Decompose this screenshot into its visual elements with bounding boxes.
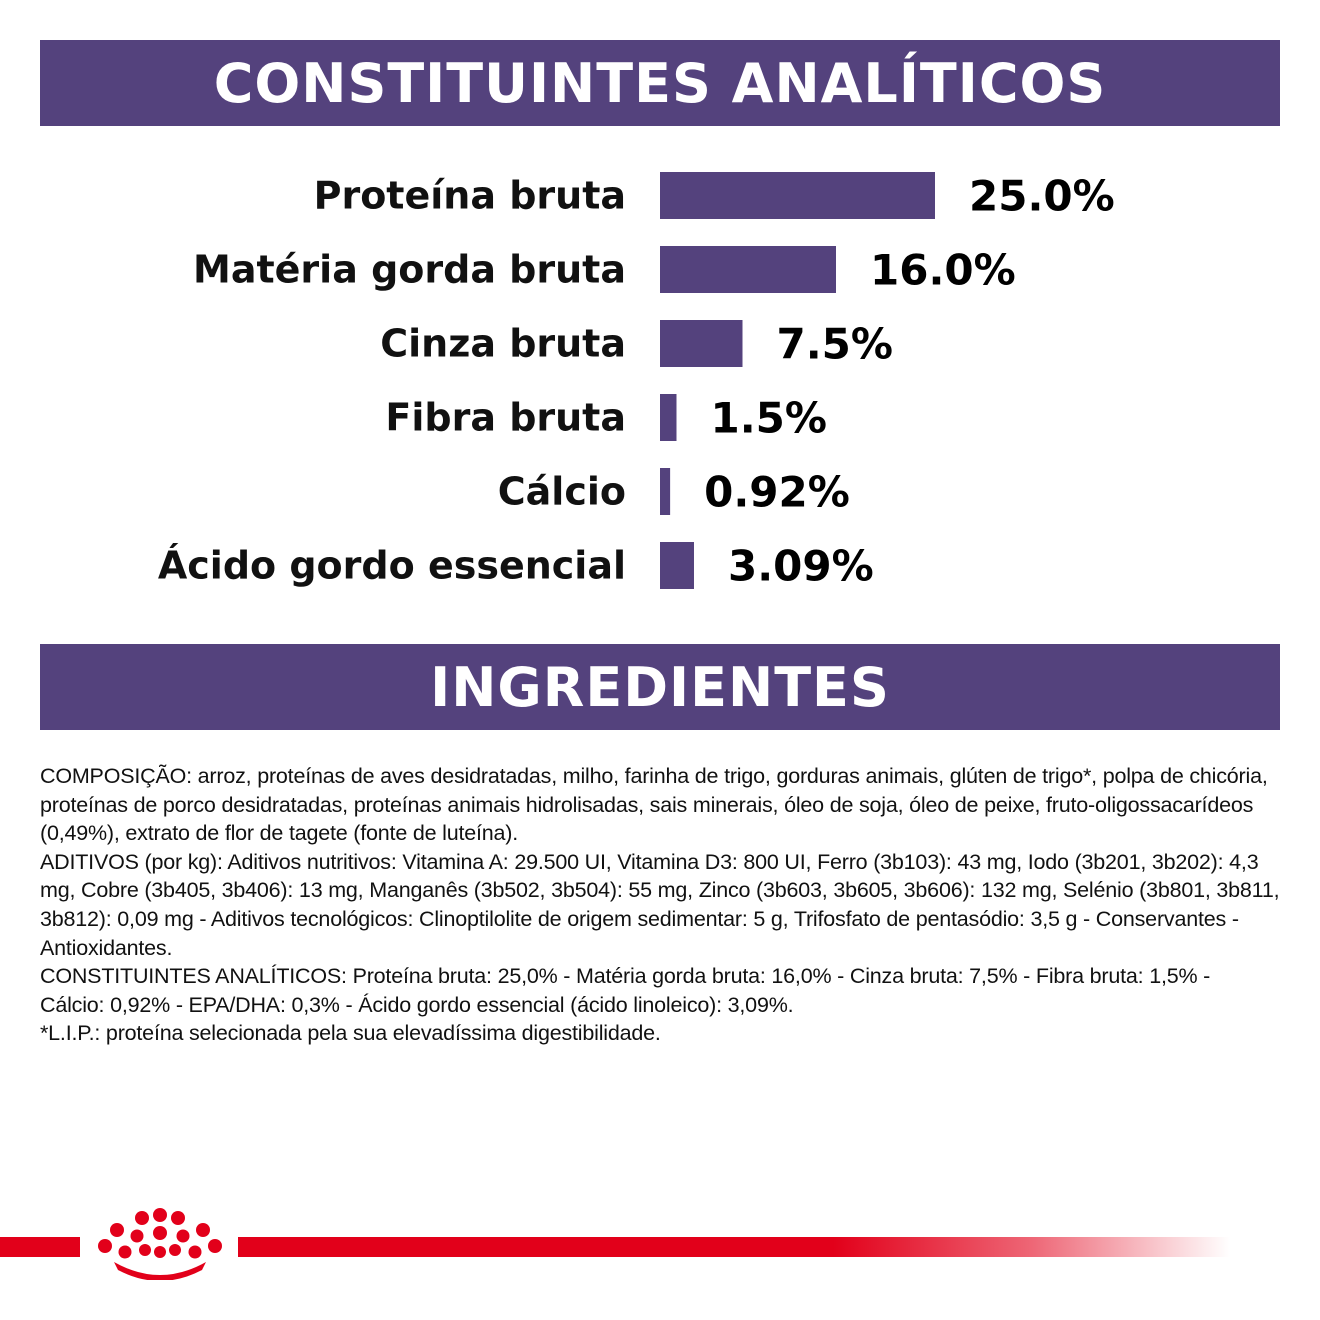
ingredients-section-header [40, 644, 1280, 730]
bar [660, 246, 836, 293]
royal-canin-crown-icon [92, 1208, 228, 1280]
category-label: Matéria gorda bruta [193, 247, 626, 292]
value-label: 16.0% [870, 245, 1016, 295]
bar [660, 394, 677, 441]
lip-footnote-paragraph: *L.I.P.: proteína selecionada pela sua elevadíssima digestibilidade. [40, 1021, 661, 1046]
analytics-bar-chart [0, 150, 1320, 620]
ingredients-text-block [40, 762, 1280, 1048]
analytics-section-header [40, 40, 1280, 126]
value-label: 0.92% [704, 467, 850, 517]
analytics-title: CONSTITUINTES ANALÍTICOS [213, 51, 1107, 115]
analytical-constituents-paragraph: CONSTITUINTES ANALÍTICOS: Proteína bruta: 25,0% - Matéria gorda bruta: 16,0% - Cinza bruta: 7,5% - Fibra bruta: 1,5% - Cálcio: 0,92% - EPA/DHA: 0,3% - Ácido gordo essencial (ácido linoleico): 3,09%. [40, 964, 1211, 1017]
value-label: 25.0% [969, 171, 1115, 221]
bar [660, 542, 694, 589]
value-label: 7.5% [776, 319, 893, 369]
category-label: Ácido gordo essencial [157, 543, 626, 588]
value-label: 3.09% [727, 541, 874, 591]
category-label: Cálcio [497, 469, 626, 514]
category-label: Fibra bruta [385, 395, 626, 440]
footer-red-line-left [0, 1237, 80, 1257]
bar [660, 320, 743, 367]
value-label: 1.5% [710, 393, 827, 443]
footer-red-line-right [238, 1237, 1230, 1257]
ingredients-title: INGREDIENTES [430, 655, 890, 719]
category-label: Proteína bruta [313, 173, 626, 218]
category-label: Cinza bruta [380, 321, 626, 366]
bar [660, 172, 935, 219]
bar [660, 468, 670, 515]
additives-paragraph: ADITIVOS (por kg): Aditivos nutritivos: Vitamina A: 29.500 UI, Vitamina D3: 800 UI, Ferro (3b103): 43 mg, Iodo (3b201, 3b202): 4,3 mg, Cobre (3b405, 3b406): 13 mg, Manganês (3b502, 3b504): 55 mg, Zinco (3b603, 3b605, 3b606): 132 mg, Selénio (3b801, 3b811, 3b812): 0,09 mg - Aditivos tecnológicos: Clinoptilolite de origem sedimentar: 5 g, Trifosfato de pentasódio: 3,5 g - Conservantes - Antioxidantes. [40, 849, 1280, 960]
composition-paragraph: COMPOSIÇÃO: arroz, proteínas de aves desidratadas, milho, farinha de trigo, gorduras animais, glúten de trigo*, polpa de chicória, proteínas de porco desidratadas, proteínas animais hidrolisadas, sais minerais, óleo de soja, óleo de peixe, fruto-oligossacarídeos (0,49%), extrato de flor de tagete (fonte de luteína). [40, 764, 1268, 846]
